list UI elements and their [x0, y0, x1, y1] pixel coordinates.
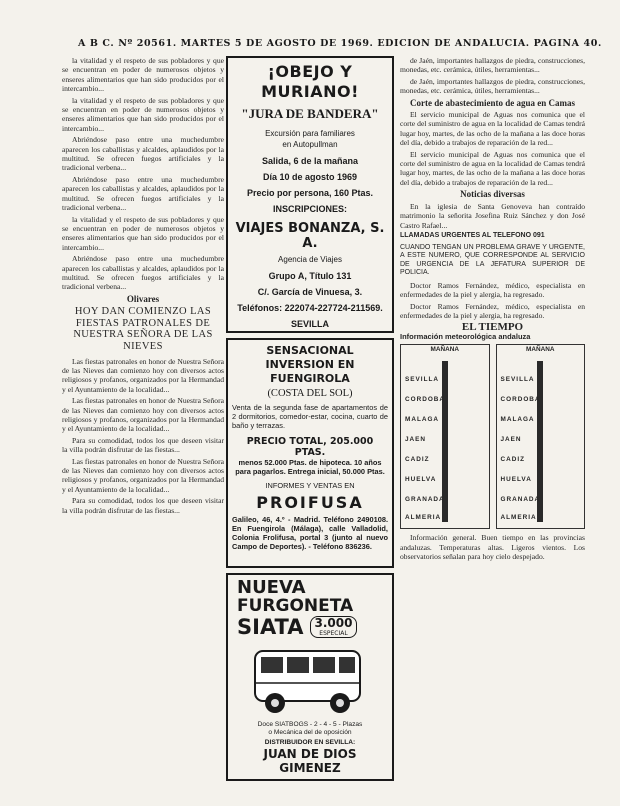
ad-line: Excursión para familiares: [265, 129, 355, 138]
urgent-callout-heading: LLAMADAS URGENTES AL TELEFONO 091: [400, 231, 545, 239]
weather-city: GRANADA: [500, 496, 541, 504]
weather-city: CORDOBA: [405, 396, 446, 404]
ad-price-note: menos 52.000 Ptas. de hipoteca. 10 años para pagarlos. Entrega inicial, 50.000 Ptas.: [235, 457, 385, 476]
article-para: de Jaén, importantes hallazgos de piedra, construcciones, monedas, etc. cerámica, útiles, herramientas...: [400, 76, 585, 96]
weather-label: MAÑANA: [526, 346, 555, 354]
article-para: Abriéndose paso entre una muchedumbre aparecen los caballistas y alcaldes, aplaudidos por la multitud. Se ofrecen fuegos artificiales y la tradicional verbena...: [62, 254, 224, 292]
weather-city: SEVILLA: [500, 376, 535, 384]
article-intro: de Jaén, importantes hallazgos de piedra, construcciones, monedas, etc. cerámica, útiles, herramientas...: [400, 56, 585, 75]
ad-siata: SIATA: [237, 615, 304, 639]
ad-price-value: 3.000: [314, 616, 353, 630]
weather-city: HUELVA: [405, 476, 437, 484]
column-left: [62, 56, 224, 791]
ad-contact: Galileo, 46, 4.º - Madrid. Teléfono 2490108. En Fuengirola (Málaga), calle Valladolid, Colonia Frolifusa, portal 3 (junto al nuevo Campo de Deportes). - Teléfono 836236.: [232, 514, 388, 551]
weather-note: Información general. Buen tiempo en las provincias andaluzas. Temperaturas altas. Ligeros vientos. Los observatorios señalan para hoy cielo despejado.: [400, 533, 585, 562]
weather-city: CADIZ: [405, 456, 430, 464]
weather-city: GRANADA: [405, 496, 445, 504]
ad-agency-sub: Agencia de Viajes: [278, 255, 342, 264]
ad-title: SENSACIONAL INVERSION EN FUENGIROLA: [265, 344, 355, 385]
article-para: El servicio municipal de Aguas nos comunica que el corte del suministro de agua en la localidad de Camas tendrá lugar hoy, martes, de las ocho de la mañana a las doce horas del día, debido a trabajos de reparación de la red...: [400, 149, 585, 187]
section-title-olivares: Olivares: [126, 293, 160, 304]
article-para: Abriéndose paso entre una muchedumbre aparecen los caballistas y alcaldes, aplaudidos por la multitud. Se ofrecen fuegos artificiales y la tradicional verbena...: [62, 135, 224, 173]
ad-line: en Autopullman: [282, 140, 338, 149]
article-para: Las fiestas patronales en honor de Nuestra Señora de las Nieves dan comienzo hoy con diversos actos religiosos y profanos, organizados por la Hermandad y el Ayuntamiento de la localidad...: [62, 356, 224, 394]
weather-city: SEVILLA: [405, 376, 439, 384]
ad-brand: PROIFUSA: [256, 492, 364, 512]
section-title-noticias: Noticias diversas: [460, 189, 525, 200]
article-para: Para su comodidad, todos los que deseen visitar la villa podrán disfrutar de las fiestas...: [62, 496, 224, 515]
ad-dealer-intro: DISTRIBUIDOR EN SEVILLA:: [264, 739, 356, 746]
weather-chart: [400, 344, 585, 529]
weather-city: CADIZ: [500, 456, 526, 464]
weather-label: MAÑANA: [430, 346, 459, 354]
weather-city: CORDOBA: [500, 396, 541, 404]
article-para: Doctor Ramos Fernández, médico, especialista en enfermedades de la piel y alergia, ha regresado.: [400, 280, 585, 300]
weather-city: ALMERIA: [500, 514, 537, 522]
article-para: Abriéndose paso entre una muchedumbre aparecen los caballistas y alcaldes, aplaudidos por la multitud. Se ofrecen fuegos artificiales y la tradicional verbena...: [62, 174, 224, 213]
ad-subtitle: "JURA DE BANDERA": [241, 106, 379, 121]
ad-subtitle: (COSTA DEL SOL): [267, 388, 353, 399]
ad-price: PRECIO TOTAL, 205.000 PTAS.: [246, 435, 374, 458]
headline-fiestas: HOY DAN COMIENZO LAS FIESTAS PATRONALES DE NUESTRA SEÑORA DE LAS NIEVES: [73, 306, 213, 352]
weather-city: HUELVA: [500, 476, 532, 484]
weather-city: JAEN: [405, 436, 427, 444]
weather-city: MALAGA: [405, 416, 440, 424]
article-para: Para su comodidad, todos los que deseen visitar la villa podrán disfrutar de las fiestas...: [62, 435, 224, 455]
column-right: [400, 56, 585, 791]
ad-title: ¡OBEJO Y MURIANO!: [261, 62, 359, 101]
weather-title: EL TIEMPO: [461, 320, 524, 333]
weather-city: JAEN: [500, 436, 522, 444]
ad-info: INFORMES Y VENTAS EN: [265, 480, 355, 490]
article-para: Doctor Ramos Fernández, médico, especialista en enfermedades de la piel y alergia, ha regresado.: [400, 301, 585, 321]
ad-dealer: JUAN DE DIOS GIMENEZ: [263, 747, 357, 775]
van-illustration: [245, 641, 375, 721]
ad-line: Doce SIATBOGS - 2 - 4 - 5 - Plazas: [257, 721, 363, 728]
article-para: la vitalidad y el respeto de sus pobladores y que se encuentran en poder de numerosos objetos y enseres alimentarios que han sido producidos por el intercambio...: [62, 95, 224, 133]
weather-column-right: [496, 344, 586, 529]
ad-phones: Teléfonos: 222074-227724-211569.: [237, 303, 383, 313]
article-para: El servicio municipal de Aguas nos comunica que el corte del suministro de agua en la localidad de Camas tendrá lugar hoy, martes, de las ocho de la mañana a las doce horas del día, debido a trabajos de reparación de la red...: [400, 110, 585, 148]
ad-price-badge: [310, 616, 358, 638]
article-para: Las fiestas patronales en honor de Nuestra Señora de las Nieves dan comienzo hoy con diversos actos religiosos y profanos, organizados por la Hermandad y el Ayuntamiento de la localidad...: [62, 456, 224, 494]
weather-city: MALAGA: [500, 416, 535, 424]
ad-address: Grupo A, Título 131: [268, 271, 352, 281]
ad-siata-van: [226, 573, 394, 781]
ad-price-tag: ESPECIAL: [319, 630, 348, 637]
section-title-camas: Corte de abastecimiento de agua en Camas: [410, 97, 575, 108]
ad-price: Precio por persona, 160 Ptas.: [246, 188, 374, 198]
ad-obejo-excursion: [226, 56, 394, 333]
article-para: Las fiestas patronales en honor de Nuestra Señora de las Nieves dan comienzo hoy con diversos actos religiosos y profanos, organizados por la Hermandad y el Ayuntamiento de la localidad...: [62, 396, 224, 434]
ad-address: C/. García de Vinuesa, 3.: [257, 287, 363, 297]
weather-subtitle: Información meteorológica andaluza: [400, 331, 531, 341]
masthead: A B C. Nº 20561. MARTES 5 DE AGOSTO DE 1969. EDICION DE ANDALUCIA. PAGINA 40.: [78, 38, 602, 49]
ad-furgoneta: FURGONETA: [237, 596, 354, 616]
urgent-callout-body: CUANDO TENGAN UN PROBLEMA GRAVE Y URGENTE, A ESTE NUMERO, QUE CORRESPONDE AL SERVICIO DE URGENCIA DE LA JEFATURA SUPERIOR DE POLICIA.: [400, 243, 585, 277]
ad-date: Día 10 de agosto 1969: [262, 172, 358, 182]
ad-departure: Salida, 6 de la mañana: [261, 156, 359, 166]
ad-fuengirola-investment: [226, 338, 394, 568]
ad-body: Venta de la segunda fase de apartamentos de 2 dormitorios, comedor-estar, cocina, cuarto de baño y terrazas.: [232, 403, 388, 431]
weather-city: ALMERIA: [405, 514, 442, 522]
ad-line: o Mecánica del de oposición: [268, 729, 352, 736]
column-ads: [226, 56, 394, 791]
article-para: la vitalidad y el respeto de sus pobladores y que se encuentran en poder de numerosos objetos y enseres alimentarios que han sido producidos por el intercambio...: [62, 214, 224, 252]
ad-city: SEVILLA: [290, 319, 329, 329]
article-para: En la iglesia de Santa Genoveva han contraído matrimonio la señorita Josefina Ruiz Sánchez y don José Castro Rafael...: [400, 201, 585, 230]
ad-nueva: NUEVA: [237, 577, 306, 598]
weather-column-left: [400, 344, 490, 529]
article-intro: la vitalidad y el respeto de sus pobladores y que se encuentran en poder de numerosos objetos y enseres alimentarios que han sido producidos por el intercambio...: [62, 56, 224, 94]
ad-inscriptions: INSCRIPCIONES:: [272, 204, 347, 214]
ad-agency: VIAJES BONANZA, S. A.: [235, 221, 385, 251]
